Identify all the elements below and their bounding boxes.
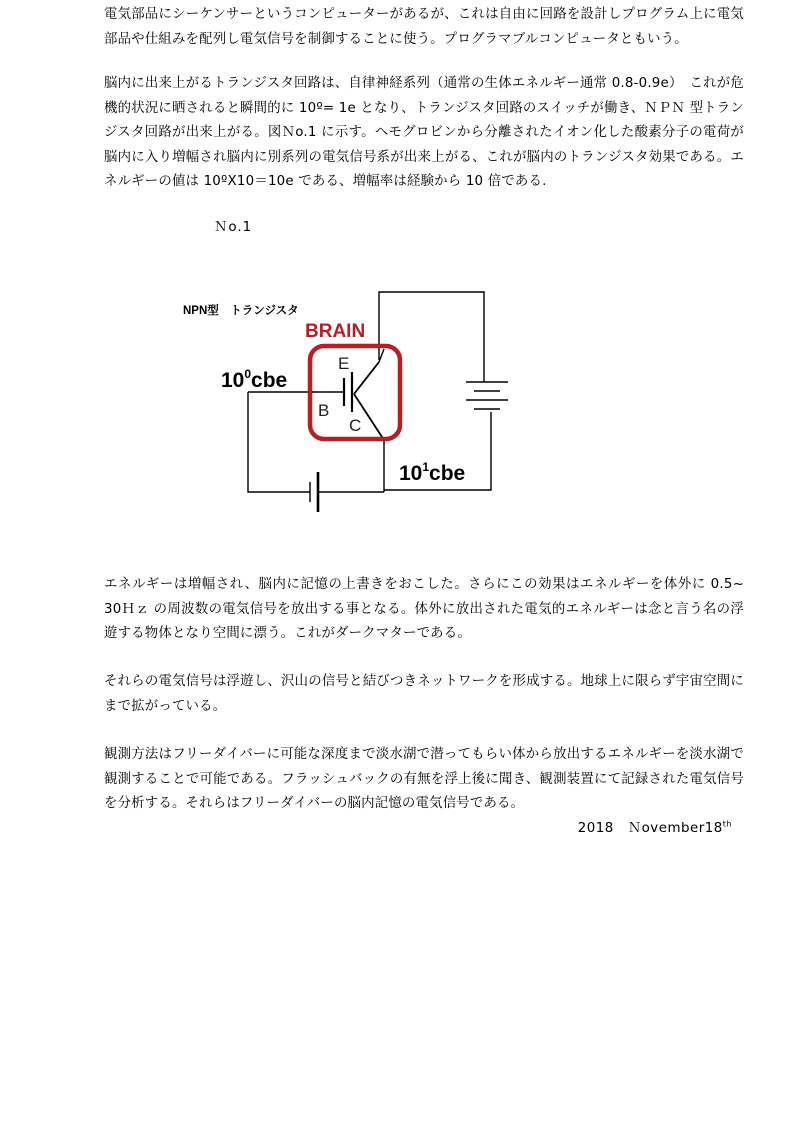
paragraph-energy-amplified: エネルギーは増幅され、脳内に記憶の上書きをおこした。さらにこの効果はエネルギーを体外に 0.5~ 30Ｈｚ の周波数の電気信号を放出する事となる。体外に放出された電気的エネルギーは念と言う名の浮遊する物体となり空間に漂う。これがダークマターである。: [104, 577, 744, 641]
npn-transistor-diagram: [0, 0, 794, 560]
output-unit: cbe: [429, 462, 466, 485]
figure-number-label: Ｎo.1: [214, 220, 253, 235]
date-text: 2018 Ｎovember18: [577, 821, 723, 836]
paragraph-transistor-circuit: 脳内に出来上がるトランジスタ回路は、自律神経系列（通常の生体エネルギー通常 0.8-0.9e） これが危機的状況に晒されると瞬間的に 10º= 1e となり、トランジスタ回路のスイッチが働き、ＮＰＮ 型トランジスタ回路が出来上がる。図Ｎo.1 に示す。ヘモグロビンから分離されたイオン化した酸素分子の電荷が脳内に入り増幅され脳内に別系列の電気信号系が出来上がる、これが脳内のトランジスタ効果である。エネルギーの値は 10ºX10＝10e である、増幅率は経験から 10 倍である.: [104, 76, 744, 189]
output-exponent: 1: [422, 460, 430, 474]
wire-left: [248, 392, 310, 492]
output-energy-label: [399, 460, 465, 485]
input-exponent: 0: [244, 367, 252, 381]
input-unit: cbe: [251, 369, 288, 392]
terminal-b-label: B: [318, 401, 330, 420]
paragraph-observation-method: 観測方法はフリーダイバーに可能な深度まで淡水湖で潜ってもらい体から放出するエネルギーを淡水湖で観測することで可能である。フラッシュバックの有無を浮上後に聞き、観測装置にて記録された電気信号を分析する。それらはフリーダイバーの脳内記憶の電気信号である。: [104, 747, 744, 811]
brain-label: BRAIN: [305, 321, 366, 342]
output-base: 10: [399, 462, 423, 485]
transistor-type-label: NPN型 トランジスタ: [183, 305, 299, 317]
date-suffix: th: [722, 819, 732, 829]
battery-right-icon: [466, 382, 508, 409]
input-energy-label: [221, 367, 287, 392]
paragraph-sequencer: 電気部品にシーケンサーというコンピューターがあるが、これは自由に回路を設計しプログラム上に電気部品や仕組みを配列し電気信号を制御することに使う。プログラマブルコンピュータともいう。: [104, 7, 744, 47]
terminal-e-label: E: [338, 354, 350, 373]
document-date: [578, 817, 732, 836]
input-base: 10: [221, 369, 245, 392]
wire-top: [379, 292, 484, 382]
battery-bottom-icon: [310, 472, 318, 512]
paragraph-network: それらの電気信号は浮遊し、沢山の信号と結びつきネットワークを形成する。地球上に限らず宇宙空間にまで拡がっている。: [104, 674, 744, 714]
terminal-c-label: C: [349, 416, 362, 435]
